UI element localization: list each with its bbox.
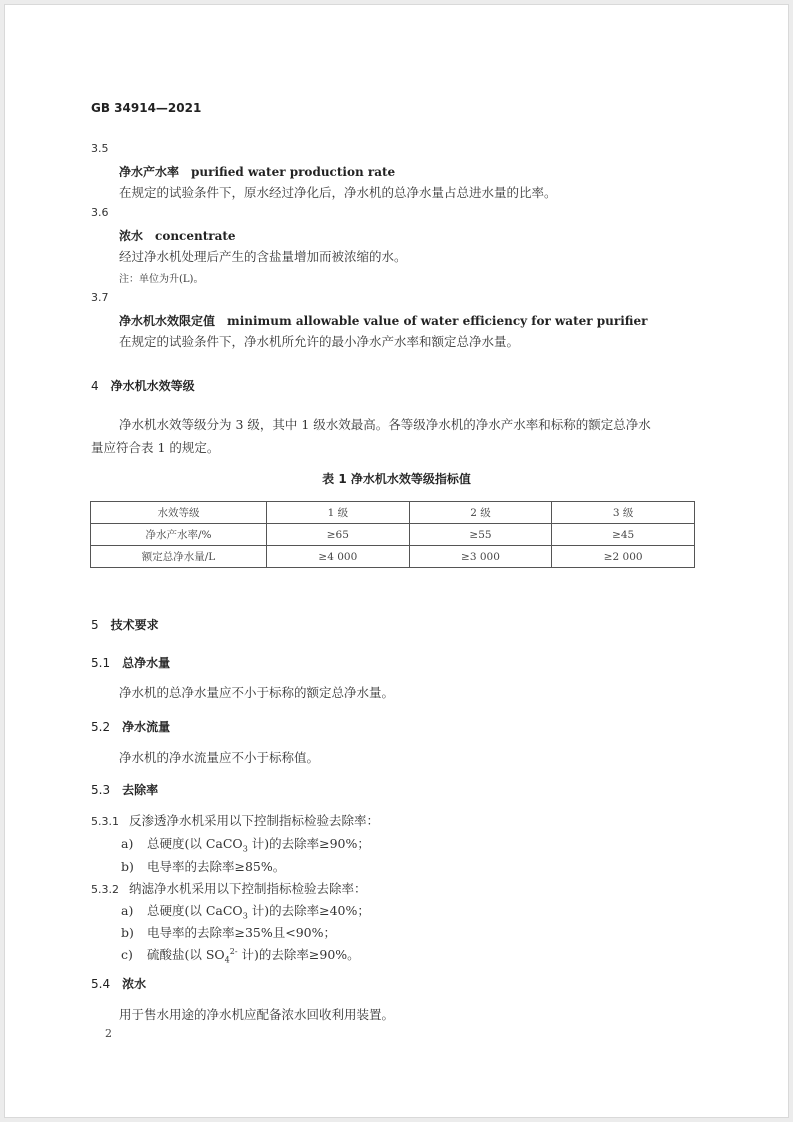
table-header-cell: 2 级 xyxy=(409,502,552,524)
table-cell: ≥55 xyxy=(409,524,552,546)
subsection-number: 5.1 xyxy=(91,656,111,670)
superscript: 2- xyxy=(229,946,238,956)
section-heading xyxy=(91,377,195,394)
list-item-label: b) xyxy=(121,925,134,940)
table-cell: 额定总净水量/L xyxy=(91,546,267,568)
subsection-number: 5.4 xyxy=(91,977,111,991)
term-definition: 在规定的试验条件下，原水经过净化后，净水机的总净水量占总进水量的比率。 xyxy=(119,185,557,200)
table-row xyxy=(91,524,695,546)
table-header-cell: 水效等级 xyxy=(91,502,267,524)
term-heading xyxy=(119,163,395,180)
list-item-text: 计)的去除率≥40%； xyxy=(247,903,370,918)
document-page xyxy=(4,4,789,1118)
subsection-title: 浓水 xyxy=(122,977,147,991)
section-number: 4 xyxy=(91,379,99,393)
table-cell: ≥2 000 xyxy=(552,546,695,568)
term-definition: 经过净水机处理后产生的含盐量增加而被浓缩的水。 xyxy=(119,249,407,264)
paragraph: 净水机的净水流量应不小于标称值。 xyxy=(119,750,320,765)
list-item-label: c) xyxy=(121,947,133,962)
list-item-label: b) xyxy=(121,859,134,874)
list-item xyxy=(121,923,336,941)
list-item-label: a) xyxy=(121,903,134,918)
list-item-text: 硫酸盐(以 SO xyxy=(147,947,225,962)
table-cell: ≥45 xyxy=(552,524,695,546)
term-en: concentrate xyxy=(155,229,236,243)
subsection-heading xyxy=(91,781,158,798)
paragraph-line: 量应符合表 1 的规定。 xyxy=(91,440,220,455)
subsection-number: 5.2 xyxy=(91,720,111,734)
table-cell: ≥4 000 xyxy=(267,546,410,568)
clause-number: 3.7 xyxy=(91,291,109,304)
list-item-label: a) xyxy=(121,836,134,851)
list-item xyxy=(121,834,370,854)
list-item xyxy=(121,857,285,875)
section-title: 技术要求 xyxy=(110,618,159,632)
standard-number: GB 34914—2021 xyxy=(91,101,202,115)
clause-number: 5.3.1 xyxy=(91,815,119,828)
section-heading xyxy=(91,616,159,633)
list-item xyxy=(121,945,360,965)
term-zh: 净水产水率 xyxy=(119,165,180,179)
table-header-cell: 1 级 xyxy=(267,502,410,524)
table-header-cell: 3 级 xyxy=(552,502,695,524)
water-efficiency-table xyxy=(90,501,695,568)
subsection-title: 净水流量 xyxy=(122,720,171,734)
clause-line xyxy=(91,811,379,829)
term-zh: 浓水 xyxy=(119,229,144,243)
subsection-number: 5.3 xyxy=(91,783,111,797)
clause-number: 3.6 xyxy=(91,206,109,219)
table-header-row xyxy=(91,502,695,524)
table-cell: ≥65 xyxy=(267,524,410,546)
paragraph: 用于售水用途的净水机应配备浓水回收利用装置。 xyxy=(119,1007,395,1022)
table-cell: 净水产水率/% xyxy=(91,524,267,546)
list-item-text: 计)的去除率≥90%。 xyxy=(237,947,360,962)
clause-number: 3.5 xyxy=(91,142,109,155)
table-caption: 表 1 净水机水效等级指标值 xyxy=(322,472,471,486)
list-item-text: 计)的去除率≥90%； xyxy=(247,836,370,851)
term-en: minimum allowable value of water efficiency for water purifier xyxy=(227,314,648,328)
term-en: purified water production rate xyxy=(191,165,396,179)
subsection-heading xyxy=(91,718,170,735)
list-item-text: 电导率的去除率≥35%且<90%； xyxy=(147,925,337,940)
clause-line xyxy=(91,879,367,897)
list-item-text: 总硬度(以 CaCO xyxy=(147,903,243,918)
term-note: 注：单位为升(L)。 xyxy=(119,274,204,285)
subsection-title: 去除率 xyxy=(122,783,159,797)
subscript: 3 xyxy=(242,911,248,921)
subscript: 4 xyxy=(224,955,230,965)
clause-text: 纳滤净水机采用以下控制指标检验去除率： xyxy=(129,881,367,896)
term-definition: 在规定的试验条件下，净水机所允许的最小净水产水率和额定总净水量。 xyxy=(119,334,520,349)
list-item-text: 总硬度(以 CaCO xyxy=(147,836,243,851)
subsection-heading xyxy=(91,975,146,992)
subsection-heading xyxy=(91,654,170,671)
table-cell: ≥3 000 xyxy=(409,546,552,568)
list-item-text: 电导率的去除率≥85%。 xyxy=(147,859,286,874)
clause-text: 反渗透净水机采用以下控制指标检验去除率： xyxy=(129,813,380,828)
paragraph-line: 净水机水效等级分为 3 级，其中 1 级水效最高。各等级净水机的净水产水率和标称的额定总净水 xyxy=(119,417,651,432)
subsection-title: 总净水量 xyxy=(122,656,171,670)
section-title: 净水机水效等级 xyxy=(110,379,195,393)
term-zh: 净水机水效限定值 xyxy=(119,314,216,328)
section-number: 5 xyxy=(91,618,99,632)
term-heading xyxy=(119,312,647,329)
paragraph: 净水机的总净水量应不小于标称的额定总净水量。 xyxy=(119,685,395,700)
page-number: 2 xyxy=(105,1027,112,1040)
clause-number: 5.3.2 xyxy=(91,883,119,896)
subscript: 3 xyxy=(242,844,248,854)
term-heading xyxy=(119,227,236,244)
table-row xyxy=(91,546,695,568)
list-item xyxy=(121,901,370,921)
